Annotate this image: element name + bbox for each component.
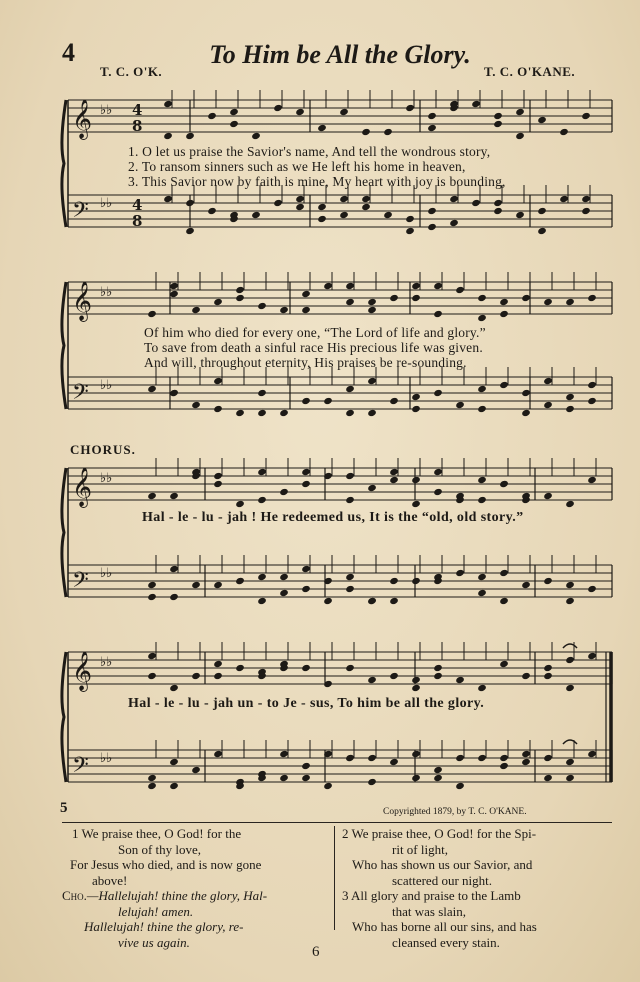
treble-note	[191, 306, 201, 314]
time-signature: 8	[132, 212, 143, 230]
bass-note	[477, 405, 487, 413]
bass-note	[427, 207, 437, 215]
bass-note	[543, 401, 553, 409]
bass-note	[543, 577, 553, 585]
treble-note	[521, 294, 531, 302]
bass-note	[581, 207, 591, 215]
treble-note	[477, 496, 487, 504]
column-divider	[334, 826, 335, 930]
treble-note	[213, 298, 223, 306]
treble-note	[477, 314, 487, 322]
bass-note	[477, 385, 487, 393]
treble-note	[493, 112, 503, 120]
bass-note	[493, 207, 503, 215]
bass-note	[295, 195, 305, 203]
bass-note	[537, 227, 547, 235]
bass-note	[499, 597, 509, 605]
bass-note	[411, 393, 421, 401]
bass-note	[515, 211, 525, 219]
treble-note	[565, 656, 575, 664]
treble-note	[367, 676, 377, 684]
bass-note	[499, 569, 509, 577]
lyricist-credit: T. C. O'K.	[100, 64, 163, 79]
time-signature: 4	[132, 196, 143, 214]
bass-note	[279, 409, 289, 417]
bass-note	[499, 381, 509, 389]
treble-note	[345, 496, 355, 504]
bass-note	[147, 385, 157, 393]
treble-note	[427, 112, 437, 120]
bass-note	[411, 750, 421, 758]
treble-note	[147, 492, 157, 500]
bass-note	[455, 401, 465, 409]
next-hymn-number: 5	[60, 800, 68, 816]
bass-note	[147, 581, 157, 589]
bass-note	[389, 397, 399, 405]
bass-note	[449, 219, 459, 227]
treble-note	[213, 480, 223, 488]
verse-lyric-line: Of him who died for every one, “The Lord of life and glory.”	[144, 325, 486, 340]
time-signature: 8	[132, 117, 143, 135]
treble-note	[323, 282, 333, 290]
bass-note	[493, 199, 503, 207]
treble-note	[185, 132, 195, 140]
key-signature: ♭♭	[100, 471, 113, 486]
treble-note	[521, 672, 531, 680]
chorus-text-line: lelujah! amen.	[118, 903, 194, 919]
bass-note	[147, 774, 157, 782]
treble-note	[389, 476, 399, 484]
bass-note	[587, 585, 597, 593]
treble-note	[279, 488, 289, 496]
verse-line: scattered our night.	[392, 872, 492, 888]
bass-note	[433, 774, 443, 782]
treble-note	[257, 468, 267, 476]
treble-note	[301, 468, 311, 476]
treble-note	[477, 476, 487, 484]
treble-note	[411, 476, 421, 484]
treble-note	[235, 294, 245, 302]
key-signature: ♭♭	[100, 103, 113, 118]
treble-note	[383, 128, 393, 136]
bass-note	[169, 389, 179, 397]
treble-note	[515, 132, 525, 140]
bass-note	[565, 597, 575, 605]
bass-note	[185, 199, 195, 207]
bass-note	[191, 401, 201, 409]
bass-note	[477, 573, 487, 581]
treble-note	[229, 108, 239, 116]
treble-note	[477, 684, 487, 692]
treble-note	[317, 124, 327, 132]
treble-note	[235, 286, 245, 294]
bass-note	[345, 754, 355, 762]
treble-clef: 𝄞	[72, 281, 93, 321]
treble-note	[411, 500, 421, 508]
section-divider	[62, 822, 612, 823]
bass-note	[433, 389, 443, 397]
verse-lyric-line: And will, throughout eternity, His praises be re-sounding.	[144, 355, 467, 370]
bass-note	[367, 377, 377, 385]
treble-clef: 𝄞	[72, 467, 93, 507]
bass-note	[279, 589, 289, 597]
bass-note	[345, 409, 355, 417]
treble-note	[433, 664, 443, 672]
bass-note	[301, 565, 311, 573]
bass-note	[411, 774, 421, 782]
bass-note	[587, 750, 597, 758]
bass-note	[191, 581, 201, 589]
treble-note	[389, 672, 399, 680]
bass-note	[367, 754, 377, 762]
verse-line: rit of light,	[392, 841, 448, 857]
verse-line: 2 We praise thee, O God! for the Spi-	[342, 826, 537, 841]
bass-note	[301, 762, 311, 770]
system-brace	[62, 282, 66, 409]
bass-note	[565, 758, 575, 766]
treble-note	[471, 100, 481, 108]
bass-note	[323, 597, 333, 605]
treble-clef: 𝄞	[72, 99, 93, 139]
bass-note	[367, 778, 377, 786]
treble-note	[515, 108, 525, 116]
bass-note	[317, 203, 327, 211]
bass-note	[257, 573, 267, 581]
bass-note	[499, 754, 509, 762]
treble-note	[565, 500, 575, 508]
bass-note	[191, 766, 201, 774]
bass-note	[257, 389, 267, 397]
treble-note	[543, 672, 553, 680]
treble-note	[587, 294, 597, 302]
treble-note	[559, 128, 569, 136]
bass-note	[521, 389, 531, 397]
bass-note	[433, 766, 443, 774]
treble-note	[411, 676, 421, 684]
system-brace	[62, 652, 66, 782]
bass-note	[565, 405, 575, 413]
bass-note	[235, 577, 245, 585]
treble-note	[169, 492, 179, 500]
hymn-number: 4	[62, 38, 75, 67]
bass-note	[185, 227, 195, 235]
bass-note	[361, 195, 371, 203]
treble-note	[411, 684, 421, 692]
bass-note	[367, 409, 377, 417]
bass-note	[427, 223, 437, 231]
treble-note	[411, 294, 421, 302]
treble-note	[169, 684, 179, 692]
bass-note	[559, 195, 569, 203]
treble-note	[213, 472, 223, 480]
system-brace	[62, 468, 66, 597]
bass-note	[499, 762, 509, 770]
treble-note	[477, 294, 487, 302]
bass-note	[537, 207, 547, 215]
treble-note	[411, 282, 421, 290]
time-signature: 4	[132, 101, 143, 119]
treble-note	[301, 664, 311, 672]
treble-note	[543, 492, 553, 500]
treble-note	[301, 480, 311, 488]
bass-note	[345, 585, 355, 593]
bass-note	[207, 207, 217, 215]
treble-note	[493, 120, 503, 128]
treble-note	[433, 282, 443, 290]
verse-line: 1 We praise thee, O God! for the	[72, 826, 242, 841]
chorus-text: —Hallelujah! thine the glory, Hal-	[86, 888, 268, 903]
composer-credit: T. C. O'KANE.	[484, 64, 576, 79]
treble-note	[427, 124, 437, 132]
verse-lyric-line: 2. To ransom sinners such as we He left his home in heaven,	[128, 159, 466, 174]
bass-clef: 𝄢	[72, 753, 89, 783]
treble-note	[147, 672, 157, 680]
chorus-text-line: Hallelujah! thine the glory, re-	[84, 919, 244, 934]
treble-note	[229, 120, 239, 128]
bass-note	[323, 397, 333, 405]
bass-note	[543, 754, 553, 762]
bass-note	[383, 211, 393, 219]
treble-note	[433, 672, 443, 680]
bass-clef: 𝄢	[72, 380, 89, 410]
treble-note	[587, 476, 597, 484]
verse-lyric-line: 3. This Savior now by faith is mine, My heart with joy is bounding,	[128, 174, 506, 189]
bass-note	[455, 754, 465, 762]
bass-note	[213, 750, 223, 758]
chorus-text-line	[62, 888, 332, 904]
treble-note	[581, 112, 591, 120]
chorus-abbrev: Cho.	[62, 888, 87, 903]
bass-note	[213, 405, 223, 413]
bass-note	[367, 597, 377, 605]
treble-note	[499, 310, 509, 318]
bass-note	[257, 597, 267, 605]
treble-note	[235, 500, 245, 508]
bass-note	[389, 758, 399, 766]
bass-note	[339, 195, 349, 203]
bass-note	[411, 405, 421, 413]
treble-note	[537, 116, 547, 124]
treble-note	[389, 468, 399, 476]
bass-note	[361, 203, 371, 211]
bass-note	[345, 573, 355, 581]
treble-note	[361, 128, 371, 136]
verse-line: that was slain,	[392, 903, 467, 919]
treble-note	[295, 108, 305, 116]
key-signature: ♭♭	[100, 196, 113, 211]
treble-note	[433, 488, 443, 496]
treble-note	[565, 298, 575, 306]
bass-note	[295, 203, 305, 211]
treble-note	[543, 664, 553, 672]
bass-note	[169, 565, 179, 573]
treble-note	[163, 100, 173, 108]
verse-line: 3 All glory and praise to the Lamb	[342, 888, 521, 903]
bass-note	[543, 377, 553, 385]
bass-note	[565, 581, 575, 589]
treble-note	[257, 302, 267, 310]
treble-note	[207, 112, 217, 120]
bass-note	[257, 409, 267, 417]
verse-line: cleansed every stain.	[392, 934, 500, 950]
verse-line: For Jesus who died, and is now gone	[70, 857, 262, 872]
treble-note	[273, 104, 283, 112]
verse-lyric-line: 1. O let us praise the Savior's name, And tell the wondrous story,	[128, 144, 491, 159]
verses-left-column	[62, 826, 332, 950]
treble-note	[345, 298, 355, 306]
bass-note	[449, 195, 459, 203]
hymn-title: To Him be All the Glory.	[209, 40, 471, 69]
treble-note	[455, 676, 465, 684]
bass-note	[163, 195, 173, 203]
bass-note	[279, 774, 289, 782]
bass-note	[317, 215, 327, 223]
treble-note	[169, 282, 179, 290]
bass-note	[521, 758, 531, 766]
bass-note	[565, 774, 575, 782]
bass-note	[565, 393, 575, 401]
bass-note	[147, 593, 157, 601]
bass-note	[521, 409, 531, 417]
treble-note	[235, 664, 245, 672]
verse-lyric-line: To save from death a sinful race His precious life was given.	[144, 340, 483, 355]
treble-note	[213, 660, 223, 668]
treble-note	[405, 104, 415, 112]
page-number: 6	[312, 944, 320, 960]
treble-note	[367, 306, 377, 314]
bass-note	[581, 195, 591, 203]
bass-clef: 𝄢	[72, 568, 89, 598]
bass-note	[323, 782, 333, 790]
treble-note	[147, 652, 157, 660]
verse-line: Who has shown us our Savior, and	[352, 857, 533, 872]
bass-note	[543, 774, 553, 782]
bass-note	[273, 199, 283, 207]
bass-note	[471, 199, 481, 207]
bass-note	[301, 585, 311, 593]
treble-note	[433, 310, 443, 318]
verses-right-column	[342, 826, 612, 950]
bass-note	[235, 409, 245, 417]
treble-note	[279, 306, 289, 314]
treble-note	[191, 672, 201, 680]
treble-note	[389, 294, 399, 302]
bass-note	[389, 577, 399, 585]
bass-note	[279, 573, 289, 581]
key-signature: ♭♭	[100, 378, 113, 393]
key-signature: ♭♭	[100, 566, 113, 581]
chorus-lyric-line: Hal - le - lu - jah ! He redeemed us, It is the “old, old story.”	[142, 510, 524, 525]
bass-note	[521, 750, 531, 758]
treble-note	[543, 298, 553, 306]
bass-note	[301, 774, 311, 782]
system-brace	[62, 100, 66, 227]
treble-note	[339, 108, 349, 116]
bass-note	[147, 782, 157, 790]
bass-note	[411, 577, 421, 585]
treble-note	[345, 282, 355, 290]
treble-note	[345, 664, 355, 672]
bass-note	[169, 758, 179, 766]
bass-note	[455, 569, 465, 577]
bass-note	[345, 385, 355, 393]
copyright-notice: Copyrighted 1879, by T. C. O'KANE.	[383, 807, 527, 817]
treble-note	[147, 310, 157, 318]
bass-note	[213, 377, 223, 385]
bass-note	[301, 397, 311, 405]
bass-note	[477, 589, 487, 597]
key-signature: ♭♭	[100, 285, 113, 300]
treble-note	[565, 684, 575, 692]
treble-note	[455, 286, 465, 294]
chorus-text-line: vive us again.	[118, 934, 190, 950]
bass-note	[339, 211, 349, 219]
chorus-lyric-line: Hal - le - lu - jah un - to Je - sus, To him be all the glory.	[128, 696, 485, 711]
bass-note	[213, 581, 223, 589]
verse-line: Who has borne all our sins, and has	[352, 919, 537, 934]
key-signature: ♭♭	[100, 655, 113, 670]
bass-note	[389, 597, 399, 605]
verse-line: Son of thy love,	[118, 841, 202, 857]
chorus-label: CHORUS.	[70, 442, 136, 457]
bass-note	[587, 397, 597, 405]
bass-note	[169, 593, 179, 601]
treble-note	[251, 132, 261, 140]
treble-note	[367, 484, 377, 492]
key-signature: ♭♭	[100, 751, 113, 766]
treble-note	[213, 672, 223, 680]
treble-note	[301, 290, 311, 298]
treble-note	[345, 472, 355, 480]
treble-note	[433, 468, 443, 476]
treble-clef: 𝄞	[72, 651, 93, 691]
bass-clef: 𝄢	[72, 198, 89, 228]
bass-note	[405, 227, 415, 235]
treble-note	[587, 652, 597, 660]
bass-note	[455, 782, 465, 790]
verse-line: above!	[92, 872, 128, 888]
bass-note	[477, 754, 487, 762]
bass-note	[587, 381, 597, 389]
bass-note	[521, 581, 531, 589]
bass-note	[169, 782, 179, 790]
bass-note	[279, 750, 289, 758]
bass-note	[405, 215, 415, 223]
fermata	[563, 644, 577, 648]
treble-note	[163, 132, 173, 140]
treble-note	[499, 480, 509, 488]
bass-note	[251, 211, 261, 219]
treble-note	[301, 306, 311, 314]
treble-note	[169, 290, 179, 298]
treble-note	[499, 298, 509, 306]
treble-note	[367, 298, 377, 306]
fermata	[563, 740, 577, 744]
treble-note	[499, 660, 509, 668]
treble-note	[257, 496, 267, 504]
